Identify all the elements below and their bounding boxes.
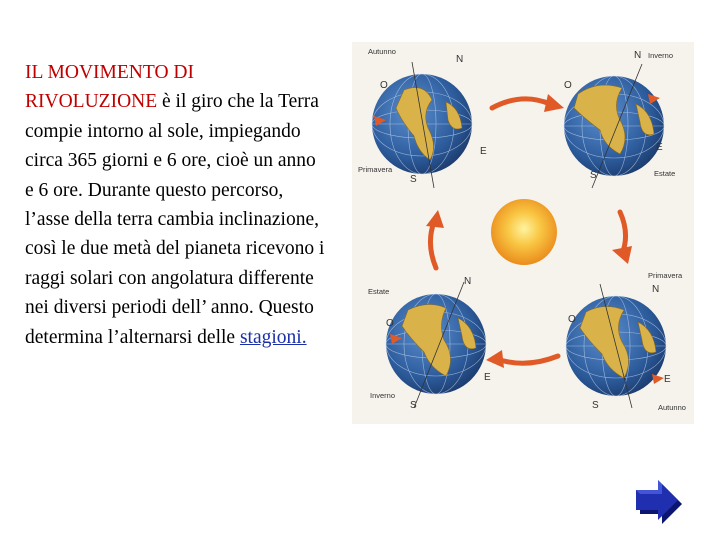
title-text: IL MOVIMENTO DI RIVOLUZIONE — [25, 62, 194, 113]
globe-bottom-left — [368, 276, 491, 411]
globe-top-left-o: O — [380, 80, 388, 91]
stagioni-link[interactable]: stagioni. — [239, 326, 307, 348]
globe-bottom-right-s: S — [592, 400, 599, 411]
orbit-arrowhead-right — [612, 246, 632, 264]
globe-top-left-season-bottom: Primavera — [358, 165, 393, 174]
globe-top-right-s: S — [590, 170, 597, 181]
globe-top-left — [358, 47, 487, 188]
globe-bottom-left-season-bottom: Inverno — [370, 391, 396, 400]
globe-top-left-n: N — [456, 54, 464, 65]
globe-bottom-right — [566, 271, 686, 412]
orbit-arrow-bottom — [500, 356, 558, 363]
globe-top-left-season-top: Autunno — [368, 47, 396, 56]
globe-top-right-season-top: Inverno — [648, 51, 674, 60]
orbit-arrow-left — [430, 222, 436, 268]
globe-bottom-right-season-top: Primavera — [648, 271, 683, 280]
earth-revolution-diagram — [352, 42, 694, 424]
globe-bottom-right-season-bottom: Autunno — [658, 403, 686, 412]
next-slide-button[interactable] — [632, 478, 684, 526]
right-arrow-icon — [632, 478, 684, 526]
globe-top-right-e: E — [656, 142, 663, 153]
orbit-arrowhead-left — [426, 210, 444, 228]
orbit-arrow-top — [492, 99, 550, 108]
body-text: è il giro che la Terra compie intorno al sole, impiegando circa 365 giorni e 6 ore, cioè un anno e 6 ore. Durante questo percorso, l’asse della terra cambia inclinazione, così le due metà del pianeta ricevono i raggi solari con angolatura differente nei diversi periodi dell’ anno. Questo determina l’alternarsi delle — [25, 91, 325, 348]
globe-bottom-left-season-top: Estate — [368, 287, 390, 296]
description-paragraph — [25, 58, 325, 352]
globe-bottom-right-e: E — [664, 374, 671, 385]
globe-top-right-n: N — [634, 50, 642, 61]
orbit-arrowhead-top — [544, 94, 564, 112]
globe-bottom-right-n: N — [652, 284, 660, 295]
globe-bottom-left-s: S — [410, 400, 417, 411]
globe-top-right-season-bottom: Estate — [654, 169, 676, 178]
globe-top-right — [564, 50, 675, 188]
globe-bottom-right-o: O — [568, 314, 576, 325]
sun — [491, 199, 557, 265]
globe-bottom-left-n: N — [464, 276, 472, 287]
globe-bottom-left-o: O — [386, 318, 394, 329]
globe-bottom-left-e: E — [484, 372, 491, 383]
orbit-arrowhead-bottom — [486, 350, 504, 368]
globe-top-left-s: S — [410, 174, 417, 185]
globe-top-left-e: E — [480, 146, 487, 157]
globe-top-right-o: O — [564, 80, 572, 91]
